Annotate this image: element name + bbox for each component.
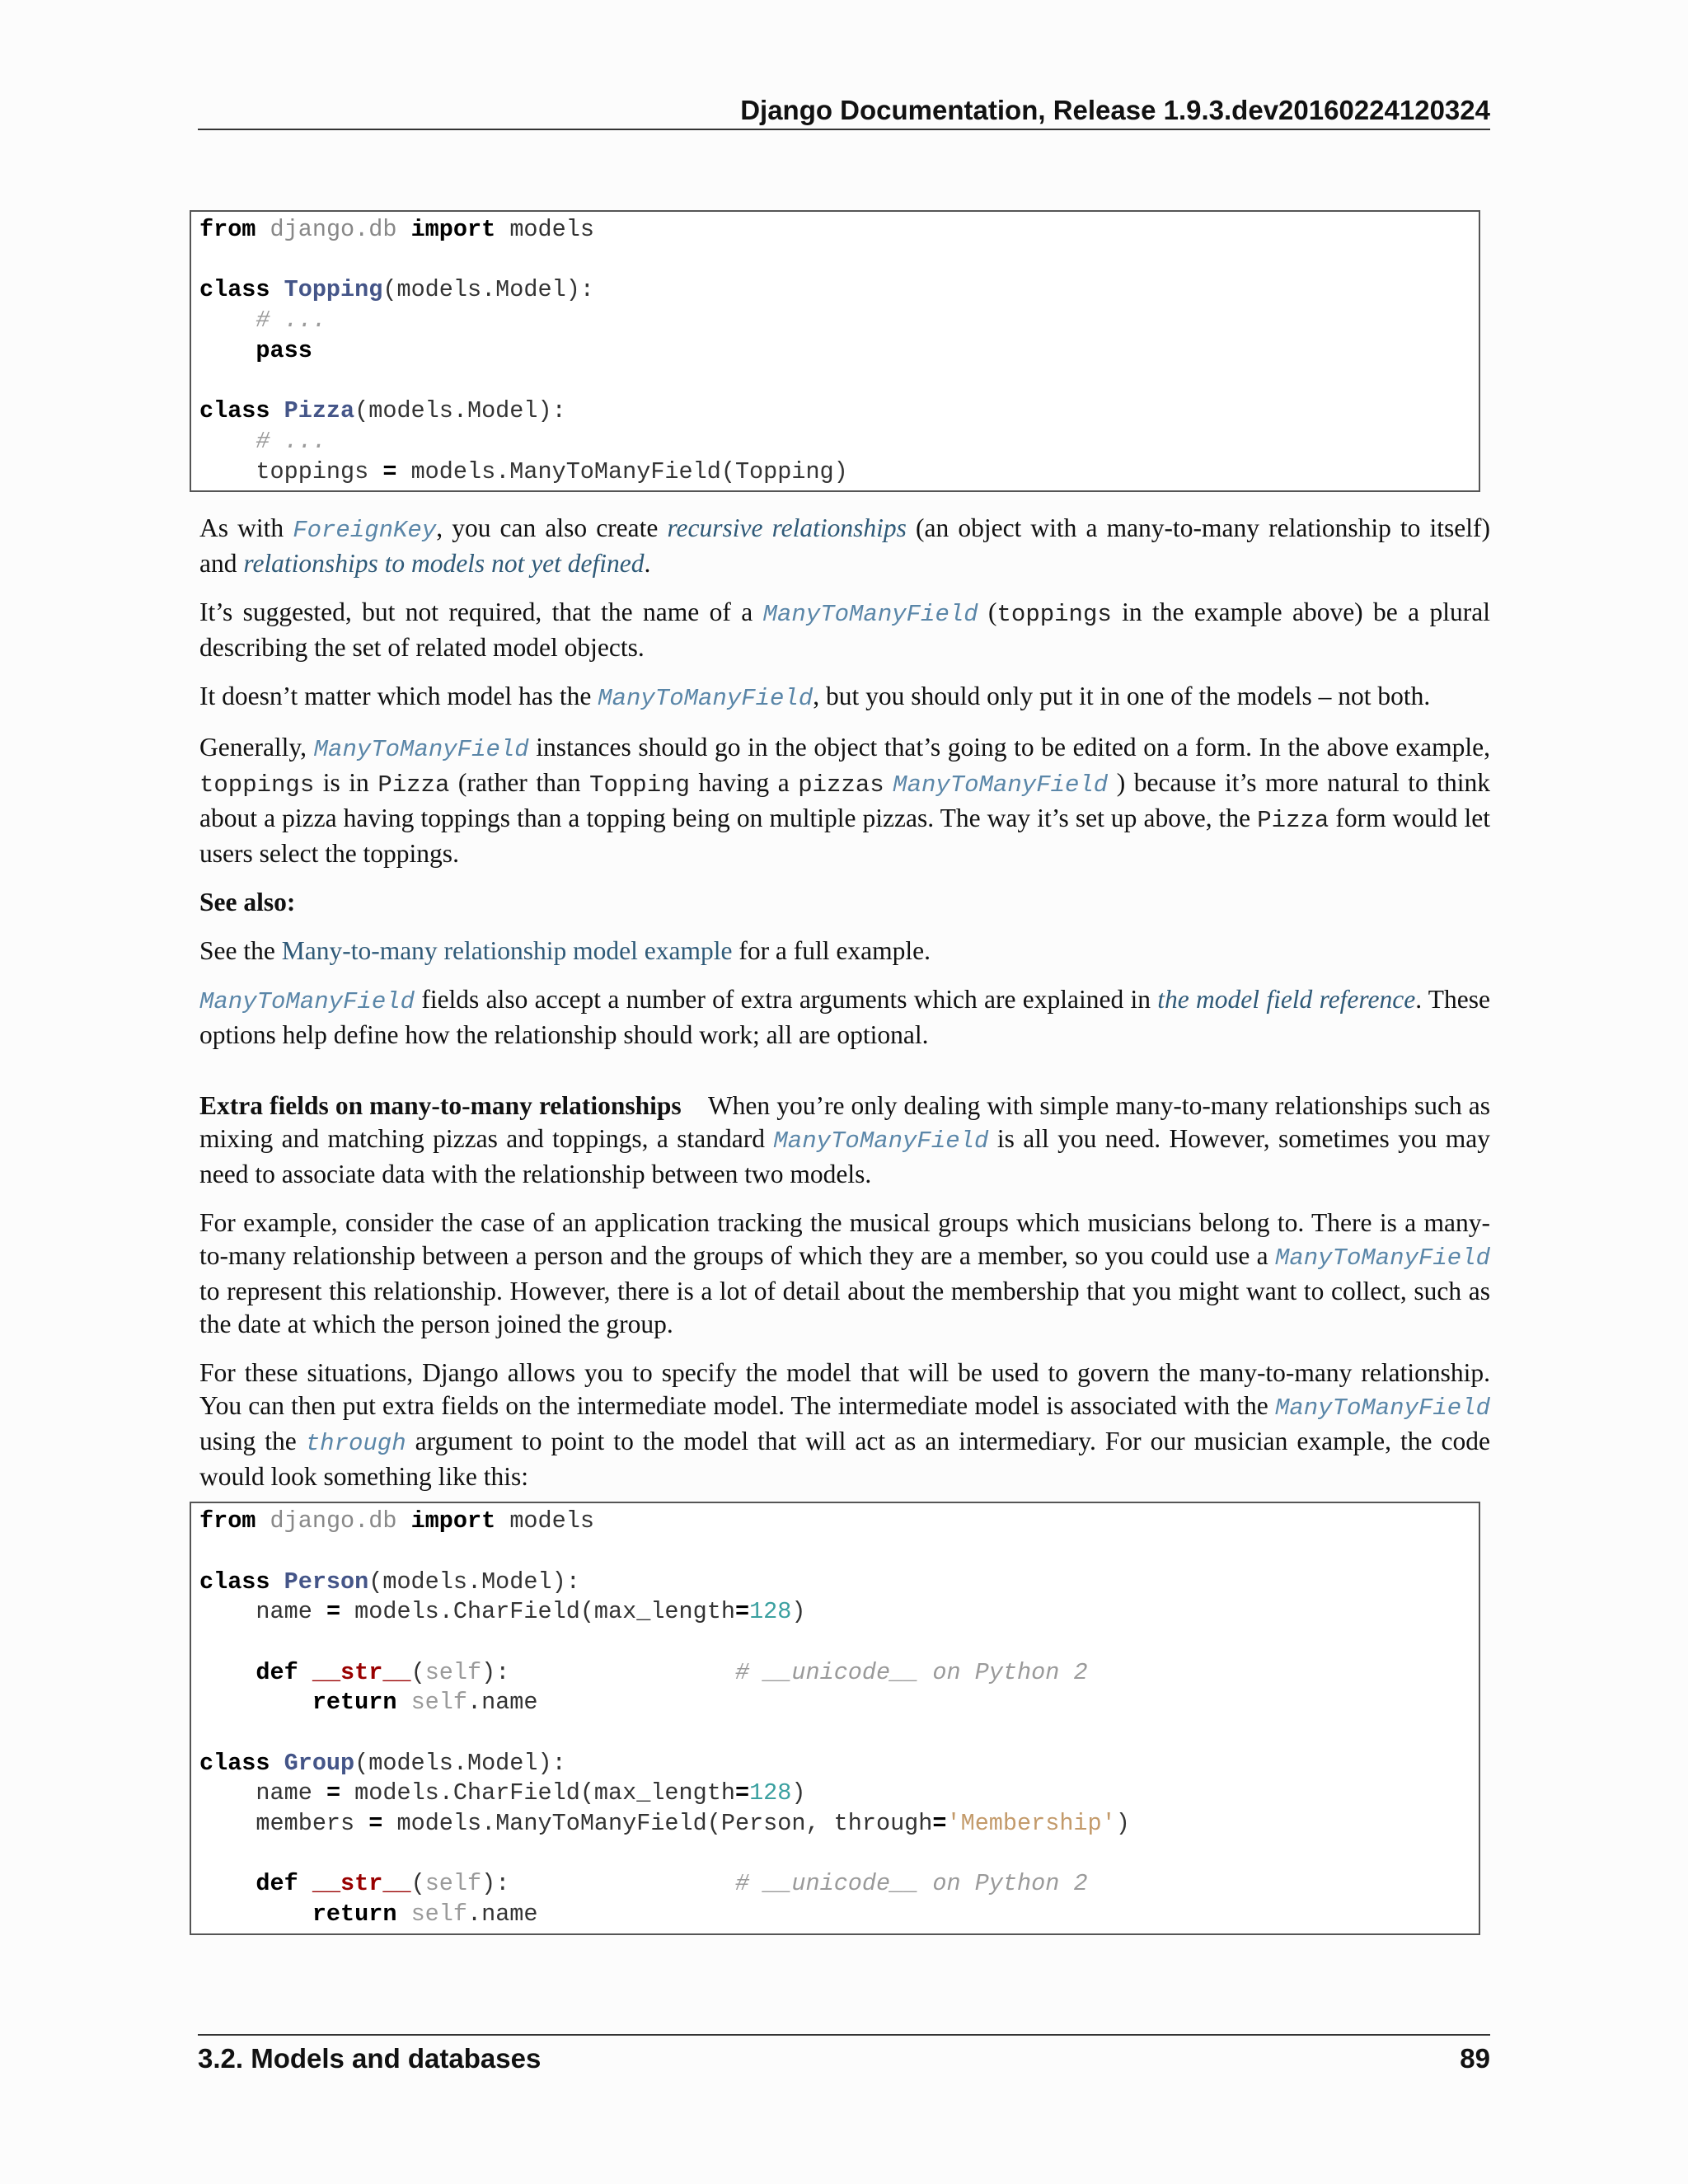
seealso-heading: See also: <box>199 888 296 917</box>
header-title: Django Documentation, Release 1.9.3.dev20160224120324 <box>740 95 1490 125</box>
link-manytomanyfield[interactable]: ManyToManyField <box>313 736 529 764</box>
code-block-models: from django.db import models class Topping(models.Model): # ... pass class Pizza(models.Model): # ... toppings = models.ManyToManyField(Topping) <box>190 210 1480 492</box>
paragraph-through: For these situations, Django allows you to specify the model that will be used to govern the many-to-many relationship. You can then put extra fields on the intermediate model. The intermediate model is associated with the ManyToManyField using the through argument to point to the model that will act as an intermediary. For our musician example, the code would look something like this: <box>199 1358 1490 1492</box>
link-through[interactable]: through <box>305 1430 406 1458</box>
link-manytomanyfield[interactable]: ManyToManyField <box>598 685 814 713</box>
link-manytomanyfield[interactable]: ManyToManyField <box>773 1127 989 1155</box>
paragraph-generally: Generally, ManyToManyField instances should go in the object that’s going to be edited on a form. In the above example, toppings is in Pizza (rather than Topping having a pizzas ManyToManyField ) because it’s more natural to think about a pizza having toppings than a topping being on multiple pizzas. The way it’s set up above, the Pizza form would let users select the toppings. <box>199 733 1491 869</box>
link-foreignkey[interactable]: ForeignKey <box>293 517 437 545</box>
link-manytomanyfield[interactable]: ManyToManyField <box>199 988 415 1016</box>
paragraph-which-model: It doesn’t matter which model has the ManyToManyField, but you should only put it in one of the models – not both. <box>199 682 1431 713</box>
footer-section: 3.2. Models and databases <box>198 2043 542 2074</box>
link-models-not-yet-defined[interactable]: relationships to models not yet defined <box>243 549 645 579</box>
link-model-field-reference[interactable]: the model field reference <box>1157 985 1416 1015</box>
paragraph-example-musicians: For example, consider the case of an application tracking the musical groups which musicians belong to. There is a many-to-many relationship between a person and the groups of which they are a member, so you could use a ManyToManyField to represent this relationship. However, there is a lot of detail about the membership that you might want to collect, such as the date at which the person joined the group. <box>199 1208 1490 1339</box>
code-block-membership: from django.db import models class Person(models.Model): name = models.CharField(max_length=128) def __str__(self): # __unicode__ on Python 2 return self.name class Group(models.Model): name = models.CharField(max_length=128) members = models.ManyToManyField(Person, through='Membership') def __str__(self): # __unicode__ on Python 2 return self.name <box>190 1502 1480 1935</box>
paragraph-extra-fields: Extra fields on many-to-many relationships When you’re only dealing with simple many-to-many relationships such as mixing and matching pizzas and toppings, a standard ManyToManyField is all you need. However, sometimes you may need to associate data with the relationship between two models. <box>199 1091 1491 1189</box>
page-number: 89 <box>1460 2043 1490 2074</box>
link-manytomanyfield[interactable]: ManyToManyField <box>762 601 978 629</box>
link-manytomanyfield[interactable]: ManyToManyField <box>1274 1244 1490 1272</box>
page-footer <box>198 2034 1490 2077</box>
link-manytomanyfield[interactable]: ManyToManyField <box>1274 1394 1490 1422</box>
link-m2m-example[interactable]: Many-to-many relationship model example <box>281 936 733 966</box>
paragraph-foreignkey: As with ForeignKey, you can also create recursive relationships (an object with a many-to-many relationship to itself) and relationships to models not yet defined. <box>199 513 1490 579</box>
link-manytomanyfield[interactable]: ManyToManyField <box>893 771 1109 799</box>
page-header <box>198 92 1490 130</box>
section-heading-extra-fields: Extra fields on many-to-many relationships <box>199 1091 682 1121</box>
seealso-text: See the Many-to-many relationship model example for a full example. <box>199 936 931 966</box>
page-content <box>199 210 1490 1935</box>
paragraph-extra-arguments: ManyToManyField fields also accept a number of extra arguments which are explained in the model field reference. These options help define how the relationship should work; all are optional. <box>199 985 1490 1050</box>
link-recursive-relationships[interactable]: recursive relationships <box>667 513 907 543</box>
paragraph-naming: It’s suggested, but not required, that the name of a ManyToManyField (toppings in the example above) be a plural describing the set of related model objects. <box>199 598 1490 663</box>
